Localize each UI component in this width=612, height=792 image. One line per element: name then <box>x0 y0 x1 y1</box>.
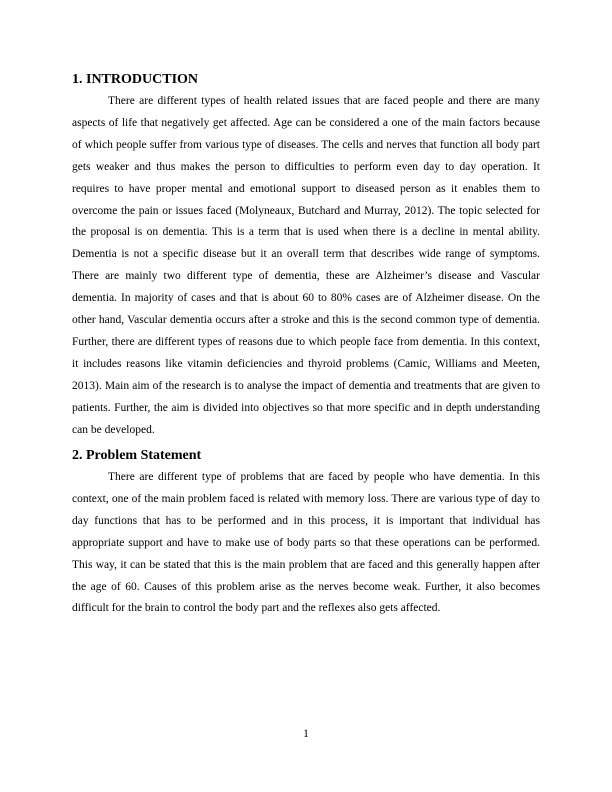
problem-statement-paragraph: There are different type of problems that are faced by people who have dementia. In this context, one of the main problem faced is related with memory loss. There are various type of day to day functions that has to be performed and in this process, it is important that individual has appropriate support and have to make use of body parts so that these operations can be performed. This way, it can be stated that this is the main problem that are faced and this generally happen after the age of 60. Causes of this problem arise as the nerves become weak. Further, it also becomes difficult for the brain to control the body part and the reflexes also gets affected. <box>72 471 540 615</box>
problem-statement-heading: 2. Problem Statement <box>72 448 202 463</box>
problem-statement-section <box>72 446 540 620</box>
introduction-heading: 1. INTRODUCTION <box>72 72 199 87</box>
introduction-paragraph: There are different types of health related issues that are faced people and there are many aspects of life that negatively get affected. Age can be considered a one of the main factors because of which people suffer from various type of diseases. The cells and nerves that function all body part gets weaker and thus makes the person to difficulties to perform even day to day operation. It requires to have proper mental and emotional support to diseased person as it enables them to overcome the pain or issues faced (Molyneaux, Butchard and Murray, 2012). The topic selected for the proposal is on dementia. This is a term that is used when there is a decline in mental ability. Dementia is not a specific disease but it an overall term that describes wide range of symptoms. There are mainly two different type of dementia, these are Alzheimer’s disease and Vascular dementia. In majority of cases and that is about 60 to 80% cases are of Alzheimer disease. On the other hand, Vascular dementia occurs after a stroke and this is the second common type of dementia. Further, there are different types of reasons due to which people face from dementia. In this context, it includes reasons like vitamin deficiencies and thyroid problems (Camic, Williams and Meeten, 2013). Main aim of the research is to analyse the impact of dementia and treatments that are given to patients. Further, the aim is divided into objectives so that more specific and in depth understanding can be developed. <box>72 95 540 436</box>
page-number: 1 <box>303 728 309 740</box>
introduction-section <box>72 70 540 442</box>
